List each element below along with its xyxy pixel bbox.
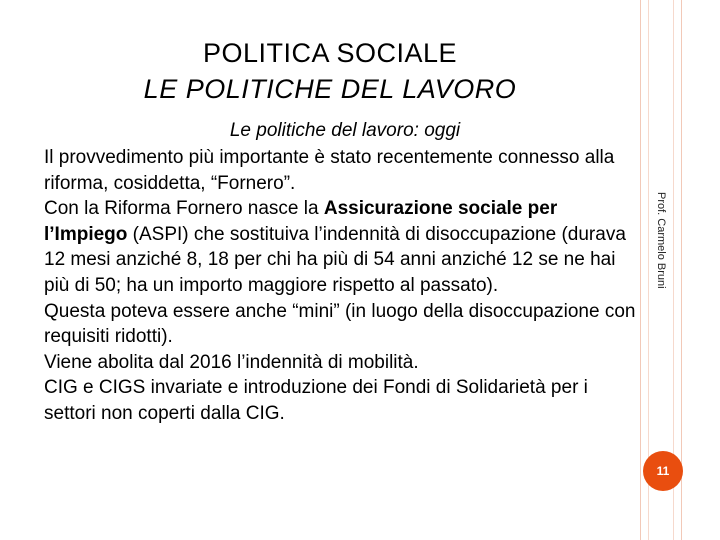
title-line-2: LE POLITICHE DEL LAVORO — [143, 74, 517, 104]
body-paragraph-3: Questa poteva essere anche “mini” (in luogo della disoccupazione con requisiti ridotti). — [44, 300, 636, 348]
body-paragraph-2-bold: Assicurazione sociale per l’Impiego — [44, 198, 558, 245]
body-paragraph-2-end: (ASPI) che sostituiva l’indennità di disoccupazione (durava 12 mesi anziché 8, 18 per chi ha più di 54 anni anziché 12 se ne hai più di 50; ha un importo maggiore rispetto al passato). — [44, 223, 626, 296]
body-paragraph-2 — [44, 196, 644, 298]
slide-subtitle: Le politiche del lavoro: oggi — [229, 120, 461, 141]
slide-body — [44, 145, 644, 427]
body-paragraph-1: Il provvedimento più importante è stato recentemente connesso alla riforma, cosiddetta, “Fornero”. — [44, 147, 615, 194]
body-paragraph-2-start: Con la Riforma Fornero nasce la — [44, 198, 324, 220]
author-vertical-label: Prof. Carmelo Bruni — [655, 192, 667, 289]
title-line-1: POLITICA SOCIALE — [202, 38, 458, 68]
page-number-badge: 11 — [643, 451, 683, 491]
body-paragraph-5: CIG e CIGS invariate e introduzione dei Fondi di Solidarietà per i settori non coperti dalla CIG. — [44, 377, 588, 424]
body-paragraph-4: Viene abolita dal 2016 l’indennità di mobilità. — [44, 351, 419, 373]
slide-title — [80, 35, 580, 107]
